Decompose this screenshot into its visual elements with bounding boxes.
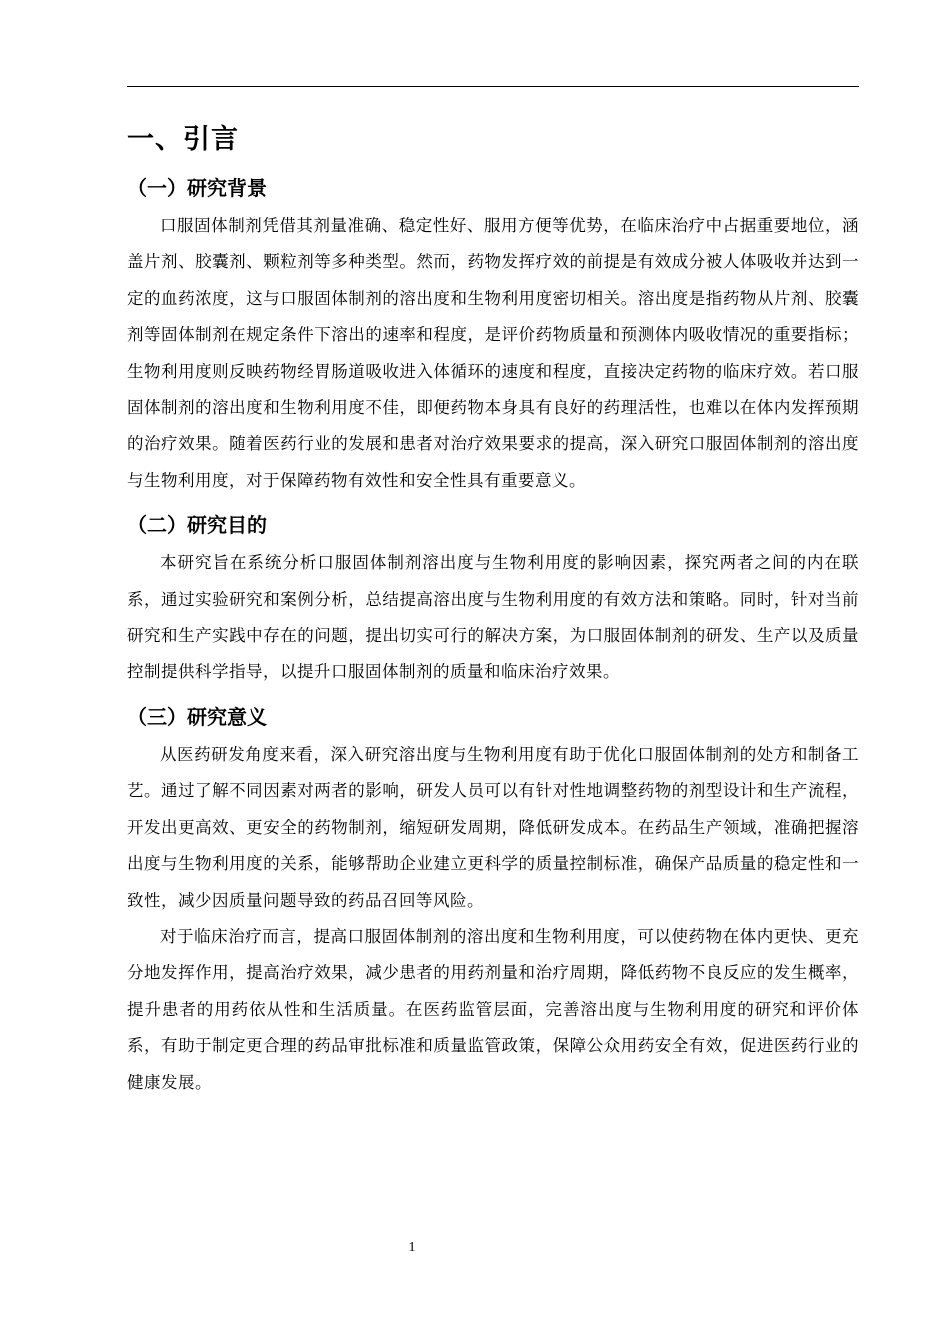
paragraph-significance-1: 从医药研发角度来看，深入研究溶出度与生物利用度有助于优化口服固体制剂的处方和制备工艺。通过了解不同因素对两者的影响，研发人员可以有针对性地调整药物的剂型设计和生产流程，开发出更高效、更安全的药物制剂，缩短研发周期，降低研发成本。在药品生产领域，准确把握溶出度与生物利用度的关系，能够帮助企业建立更科学的质量控制标准，确保产品质量的稳定性和一致性，减少因质量问题导致的药品召回等风险。 [127, 744, 859, 910]
section-significance [127, 701, 859, 1101]
paragraph-purpose-1: 本研究旨在系统分析口服固体制剂溶出度与生物利用度的影响因素，探究两者之间的内在联系，通过实验研究和案例分析，总结提高溶出度与生物利用度的有效方法和策略。同时，针对当前研究和生产实践中存在的问题，提出切实可行的解决方案，为口服固体制剂的研发、生产以及质量控制提供科学指导，以提升口服固体制剂的质量和临床治疗效果。 [127, 553, 859, 682]
header-rule [127, 86, 859, 87]
page-content [127, 118, 859, 1101]
page-number: 1 [408, 1240, 416, 1255]
section-heading-purpose: （二）研究目的 [127, 513, 267, 538]
paragraph-background-1: 口服固体制剂凭借其剂量准确、稳定性好、服用方便等优势，在临床治疗中占据重要地位，涵盖片剂、胶囊剂、颗粒剂等多种类型。然而，药物发挥疗效的前提是有效成分被人体吸收并达到一定的血药浓度，这与口服固体制剂的溶出度和生物利用度密切相关。溶出度是指药物从片剂、胶囊剂等固体制剂在规定条件下溶出的速率和程度，是评价药物质量和预测体内吸收情况的重要指标；生物利用度则反映药物经胃肠道吸收进入体循环的速度和程度，直接决定药物的临床疗效。若口服固体制剂的溶出度和生物利用度不佳，即便药物本身具有良好的药理活性，也难以在体内发挥预期的治疗效果。随着医药行业的发展和患者对治疗效果要求的提高，深入研究口服固体制剂的溶出度与生物利用度，对于保障药物有效性和安全性具有重要意义。 [127, 216, 859, 490]
section-heading-background: （一）研究背景 [127, 176, 267, 200]
section-background [127, 172, 859, 499]
section-heading-significance: （三）研究意义 [127, 704, 267, 729]
chapter-title: 一、引言 [127, 124, 239, 155]
section-purpose [127, 509, 859, 691]
paragraph-significance-2: 对于临床治疗而言，提高口服固体制剂的溶出度和生物利用度，可以使药物在体内更快、更充分地发挥作用，提高治疗效果，减少患者的用药剂量和治疗周期，降低药物不良反应的发生概率，提升患者的用药依从性和生活质量。在医药监管层面，完善溶出度与生物利用度的研究和评价体系，有助于制定更合理的药品审批标准和质量监管政策，保障公众用药安全有效，促进医药行业的健康发展。 [127, 926, 859, 1092]
